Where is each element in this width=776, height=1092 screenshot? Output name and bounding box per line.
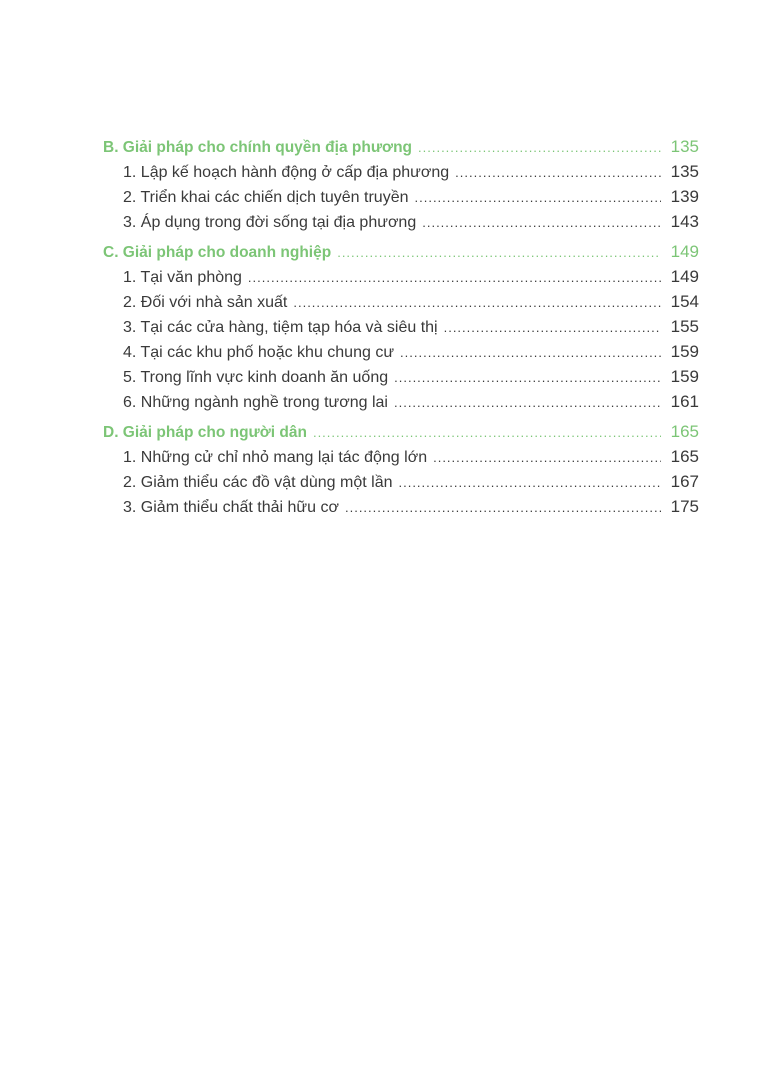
dot-leader (313, 420, 661, 445)
toc-entry[interactable] (103, 314, 699, 339)
toc-entry[interactable] (103, 469, 699, 494)
toc-entry-title: 5. Trong lĩnh vực kinh doanh ăn uống (123, 369, 389, 386)
toc-entry-page: 154 (670, 292, 699, 311)
toc-heading-page: 165 (670, 422, 699, 441)
dot-leader (394, 390, 661, 415)
toc-entry[interactable] (103, 209, 699, 234)
toc-entry[interactable] (103, 444, 699, 469)
toc-entry[interactable] (103, 184, 699, 209)
toc-section-c (103, 239, 699, 414)
dot-leader (418, 135, 661, 160)
toc-heading-title: B. Giải pháp cho chính quyền địa phương (103, 139, 413, 156)
table-of-contents (103, 134, 699, 524)
toc-entry-page: 155 (670, 317, 699, 336)
dot-leader (433, 445, 661, 470)
toc-entry[interactable] (103, 159, 699, 184)
toc-entry-title: 1. Những cử chỉ nhỏ mang lại tác động lớn (123, 449, 428, 466)
dot-leader (422, 210, 661, 235)
toc-heading[interactable] (103, 134, 699, 159)
toc-entry-title: 4. Tại các khu phố hoặc khu chung cư (123, 344, 395, 361)
toc-heading-title: D. Giải pháp cho người dân (103, 424, 307, 441)
toc-entry-page: 175 (670, 497, 699, 516)
dot-leader (394, 365, 661, 390)
toc-heading-title: C. Giải pháp cho doanh nghiệp (103, 244, 332, 261)
toc-entry-page: 149 (670, 267, 699, 286)
toc-entry-title: 1. Lập kế hoạch hành động ở cấp địa phương (123, 164, 450, 181)
toc-entry-title: 3. Áp dụng trong đời sống tại địa phương (123, 214, 417, 231)
toc-entry[interactable] (103, 339, 699, 364)
dot-leader (337, 240, 661, 265)
toc-section-b (103, 134, 699, 234)
dot-leader (415, 185, 662, 210)
dot-leader (293, 290, 661, 315)
toc-heading-page: 135 (670, 137, 699, 156)
dot-leader (444, 315, 661, 340)
toc-entry-page: 159 (670, 367, 699, 386)
toc-section-d (103, 419, 699, 519)
toc-entry-title: 2. Giảm thiểu các đồ vật dùng một lần (123, 474, 393, 491)
toc-entry-page: 159 (670, 342, 699, 361)
toc-entry[interactable] (103, 264, 699, 289)
toc-heading[interactable] (103, 239, 699, 264)
toc-entry-title: 1. Tại văn phòng (123, 269, 242, 286)
toc-entry-page: 143 (670, 212, 699, 231)
toc-entry-page: 165 (670, 447, 699, 466)
toc-entry[interactable] (103, 389, 699, 414)
dot-leader (455, 160, 661, 185)
toc-entry-title: 6. Những ngành nghề trong tương lai (123, 394, 388, 411)
toc-entry-title: 3. Giảm thiểu chất thải hữu cơ (123, 499, 339, 516)
toc-entry-title: 2. Đối với nhà sản xuất (123, 294, 288, 311)
toc-entry[interactable] (103, 289, 699, 314)
toc-entry-page: 167 (670, 472, 699, 491)
dot-leader (398, 470, 661, 495)
dot-leader (400, 340, 661, 365)
toc-heading-page: 149 (670, 242, 699, 261)
toc-entry-page: 161 (670, 392, 699, 411)
toc-entry-page: 135 (670, 162, 699, 181)
toc-entry[interactable] (103, 364, 699, 389)
toc-heading[interactable] (103, 419, 699, 444)
toc-entry[interactable] (103, 494, 699, 519)
toc-entry-page: 139 (670, 187, 699, 206)
toc-entry-title: 3. Tại các cửa hàng, tiệm tạp hóa và siêu thị (123, 319, 438, 336)
dot-leader (248, 265, 661, 290)
toc-entry-title: 2. Triển khai các chiến dịch tuyên truyền (123, 189, 409, 206)
dot-leader (345, 495, 661, 520)
